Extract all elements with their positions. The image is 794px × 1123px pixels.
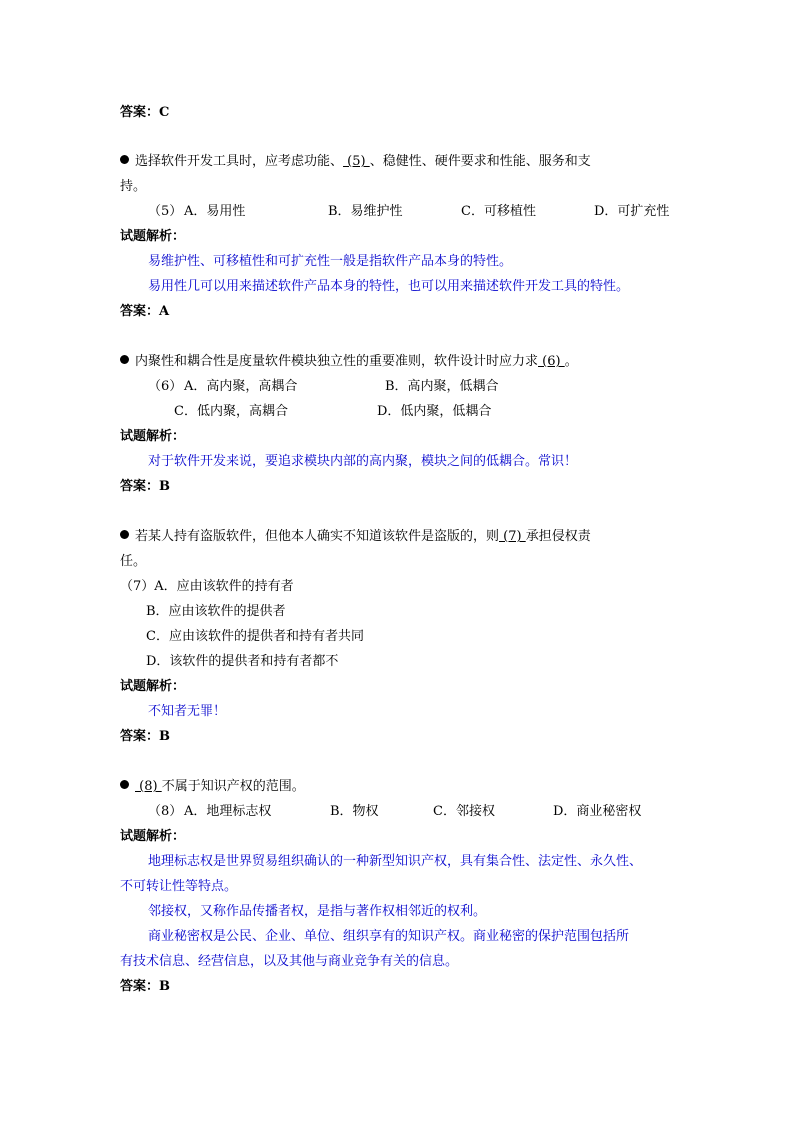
option-c: C．邻接权 — [433, 804, 495, 819]
option-b: B．应由该软件的提供者 — [146, 604, 286, 619]
option-d: D．该软件的提供者和持有者都不 — [146, 654, 339, 669]
question-7-stem-line2: 任。 — [120, 554, 147, 569]
bullet-icon — [120, 355, 129, 364]
analysis-line: 邻接权，又称作品传播者权，是指与著作权相邻近的权利。 — [148, 904, 487, 919]
answer — [120, 978, 170, 996]
answer-blank: (6) — [538, 354, 565, 369]
answer — [120, 303, 169, 321]
bullet-icon — [120, 530, 129, 539]
option-d: D．可扩充性 — [594, 204, 670, 219]
answer — [120, 478, 170, 496]
option-a: A．地理标志权 — [184, 804, 272, 819]
analysis-label: 试题解析： — [120, 829, 186, 844]
option-a: A．高内聚，高耦合 — [184, 379, 298, 394]
answer-blank: (7) — [499, 529, 526, 544]
option-c: C．应由该软件的提供者和持有者共同 — [146, 629, 364, 644]
analysis-line: 有技术信息、经营信息，以及其他与商业竞争有关的信息。 — [120, 954, 459, 969]
answer-blank: (5) — [343, 154, 370, 169]
analysis-line: 地理标志权是世界贸易组织确认的一种新型知识产权，具有集合性、法定性、永久性、 — [148, 854, 643, 869]
answer — [120, 728, 170, 746]
answer-value: B — [159, 479, 171, 494]
answer-value: C — [159, 105, 170, 120]
answer-value: B — [159, 979, 171, 994]
question-5-stem: 选择软件开发工具时，应考虑功能、 (5) 、稳健性、硬件要求和性能、服务和支 — [120, 153, 591, 171]
option-c: C．低内聚，高耦合 — [174, 404, 288, 419]
option-a: A．易用性 — [184, 204, 246, 219]
bullet-icon — [120, 780, 129, 789]
answer-label: 答案： — [120, 479, 160, 494]
answer-value: A — [159, 304, 170, 319]
answer-label: 答案： — [120, 729, 160, 744]
analysis-line: 易用性几可以用来描述软件产品本身的特性，也可以用来描述软件开发工具的特性。 — [148, 279, 630, 294]
question-7-option-a — [120, 578, 294, 596]
option-number: （6） — [148, 379, 183, 394]
bullet-icon — [120, 155, 129, 164]
prev-answer — [120, 104, 169, 122]
question-6-stem: 内聚性和耦合性是度量软件模块独立性的重要准则，软件设计时应力求 (6) 。 — [120, 353, 578, 371]
option-a: A．应由该软件的持有者 — [154, 579, 294, 594]
answer-value: B — [159, 729, 171, 744]
analysis-line: 商业秘密权是公民、企业、单位、组织享有的知识产权。商业秘密的保护范围包括所 — [148, 929, 630, 944]
option-b: B．高内聚，低耦合 — [385, 379, 499, 394]
option-number: （7） — [120, 579, 155, 594]
analysis-label: 试题解析： — [120, 429, 186, 444]
option-number: （5） — [148, 204, 183, 219]
analysis-label: 试题解析： — [120, 229, 186, 244]
question-7-stem: 若某人持有盗版软件，但他本人确实不知道该软件是盗版的，则 (7) 承担侵权责 — [120, 528, 591, 546]
analysis-line: 不可转让性等特点。 — [120, 879, 238, 894]
analysis-line: 对于软件开发来说，要追求模块内部的高内聚，模块之间的低耦合。常识！ — [148, 454, 578, 469]
option-b: B．易维护性 — [328, 204, 403, 219]
option-d: D．商业秘密权 — [553, 804, 642, 819]
answer-label: 答案： — [120, 105, 160, 120]
analysis-line: 不知者无罪！ — [148, 704, 227, 719]
option-number: （8） — [148, 804, 183, 819]
option-b: B．物权 — [330, 804, 379, 819]
answer-label: 答案： — [120, 979, 160, 994]
question-5-stem-line2: 持。 — [120, 179, 147, 194]
answer-label: 答案： — [120, 304, 160, 319]
analysis-line: 易维护性、可移植性和可扩充性一般是指软件产品本身的特性。 — [148, 254, 513, 269]
question-8-stem: (8) 不属于知识产权的范围。 — [120, 778, 305, 796]
answer-blank: (8) — [135, 779, 162, 794]
option-c: C．可移植性 — [461, 204, 536, 219]
option-d: D．低内聚，低耦合 — [377, 404, 492, 419]
analysis-label: 试题解析： — [120, 679, 186, 694]
